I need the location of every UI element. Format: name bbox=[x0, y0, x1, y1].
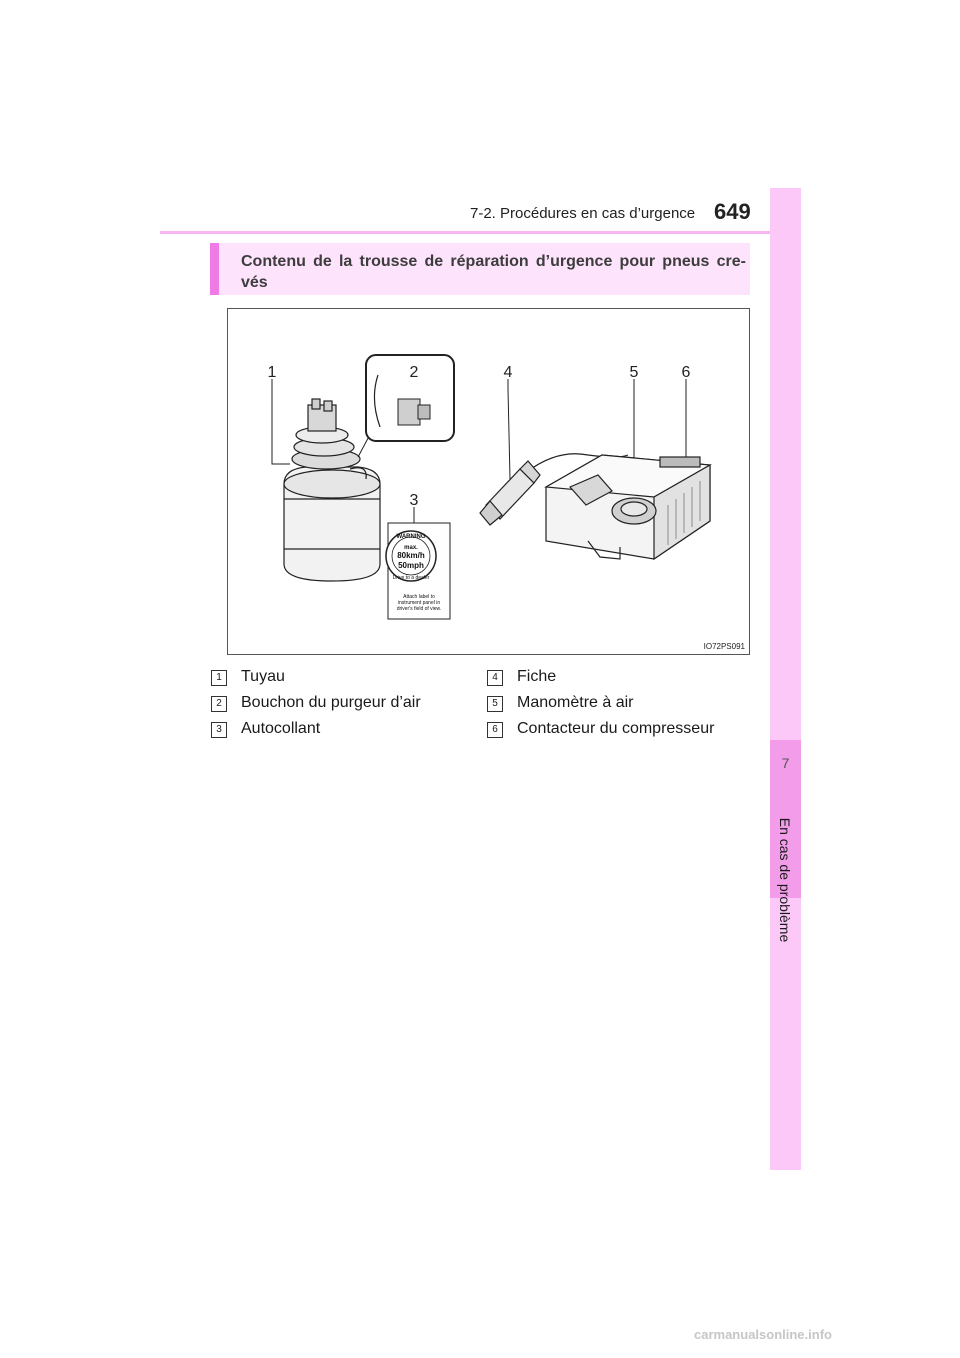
legend-number: 5 bbox=[487, 696, 503, 712]
warning-sticker bbox=[386, 523, 450, 619]
callout-6: 6 bbox=[681, 364, 691, 381]
warning-sticker-note-2: instrument panel in bbox=[397, 600, 441, 606]
repair-kit-illustration bbox=[228, 309, 749, 654]
page-number: 649 bbox=[714, 199, 751, 224]
warning-sticker-note-3: driver's field of view. bbox=[396, 606, 442, 612]
warning-sticker-subtitle: Drive to a dealer bbox=[392, 575, 430, 581]
chapter-side-tab bbox=[770, 188, 801, 1170]
valve-cap-inset bbox=[358, 355, 454, 457]
chapter-number: 7 bbox=[781, 755, 790, 771]
callout-4: 4 bbox=[503, 364, 513, 381]
callout-2: 2 bbox=[409, 364, 419, 381]
repair-kit-figure bbox=[227, 308, 750, 655]
warning-sticker-max: max. bbox=[404, 545, 418, 551]
section-heading-box bbox=[210, 243, 750, 295]
watermark: carmanualsonline.info bbox=[694, 1327, 832, 1342]
section-heading: Contenu de la trousse de réparation d’urgence pour pneus cre-vés bbox=[241, 253, 746, 291]
legend-text: Contacteur du compresseur bbox=[517, 720, 715, 737]
compressor bbox=[546, 455, 710, 559]
legend-number: 3 bbox=[211, 722, 227, 738]
callout-5: 5 bbox=[629, 364, 639, 381]
warning-sticker-title: WARNING bbox=[396, 534, 426, 540]
warning-sticker-kmh: 80km/h bbox=[397, 551, 425, 560]
callout-3: 3 bbox=[409, 492, 419, 509]
header-divider bbox=[160, 231, 800, 234]
legend-text: Bouchon du purgeur d’air bbox=[241, 694, 421, 711]
header-title: 7-2. Procédures en cas d’urgence bbox=[470, 205, 696, 222]
legend-number: 6 bbox=[487, 722, 503, 738]
legend-text: Tuyau bbox=[241, 668, 285, 685]
callout-1: 1 bbox=[267, 364, 277, 381]
legend-text: Fiche bbox=[517, 668, 557, 685]
figure-code: IO72PS091 bbox=[703, 642, 745, 651]
chapter-label: En cas de problème bbox=[777, 817, 793, 943]
legend-number: 2 bbox=[211, 696, 227, 712]
legend-text: Autocollant bbox=[241, 720, 321, 737]
legend-text: Manomètre à air bbox=[517, 694, 634, 711]
warning-sticker-mph: 50mph bbox=[398, 561, 424, 570]
warning-sticker-note-1: Attach label to bbox=[403, 594, 435, 600]
legend-number: 4 bbox=[487, 670, 503, 686]
legend-number: 1 bbox=[211, 670, 227, 686]
